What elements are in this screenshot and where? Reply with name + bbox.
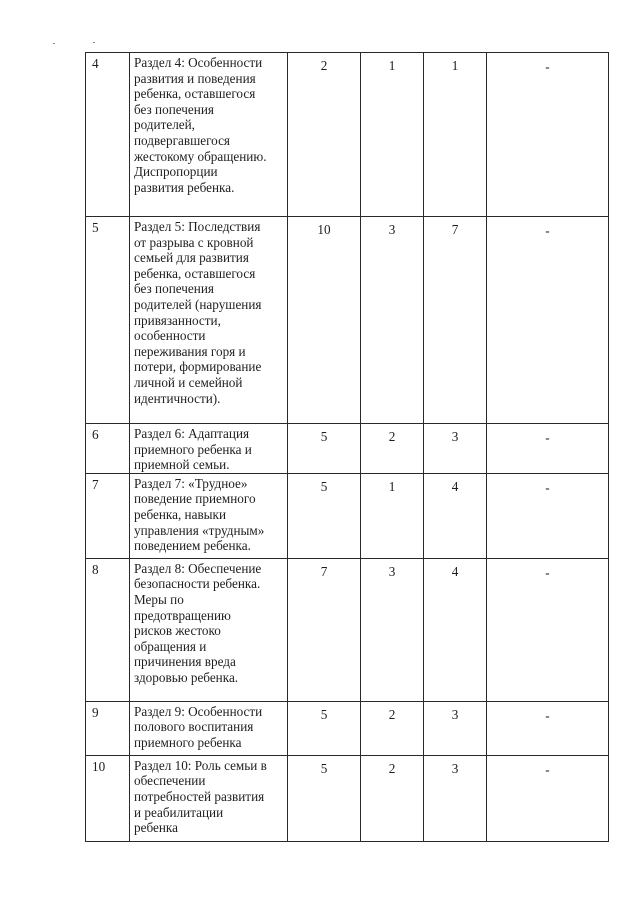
practice-hours: 4: [424, 558, 487, 701]
title-line: предотвращению: [134, 607, 231, 623]
row-number: 9: [86, 701, 130, 755]
other-hours: -: [487, 424, 609, 474]
title-line: Раздел 8: Обеспечение: [134, 560, 262, 576]
title-line: рисков жестоко: [134, 623, 221, 639]
row-number: 10: [86, 755, 130, 841]
row-number: 4: [86, 53, 130, 217]
title-line: привязанности,: [134, 312, 221, 328]
theory-hours: 2: [361, 701, 424, 755]
title-line: идентичности).: [134, 390, 221, 406]
total-hours: 5: [288, 424, 361, 474]
theory-hours: 1: [361, 53, 424, 217]
theory-hours: 3: [361, 558, 424, 701]
table-body: [86, 53, 609, 842]
curriculum-table: [85, 52, 609, 842]
other-hours: -: [487, 217, 609, 424]
title-line: и реабилитации: [134, 804, 224, 820]
row-number: 7: [86, 473, 130, 558]
section-title: [130, 473, 288, 558]
scan-artifact: [93, 42, 95, 43]
title-line: поведение приемного: [134, 491, 256, 507]
section-title: [130, 755, 288, 841]
title-line: Раздел 9: Особенности: [134, 703, 263, 719]
title-line: ребенка: [134, 820, 178, 836]
theory-hours: 2: [361, 424, 424, 474]
title-line: Меры по: [134, 591, 184, 607]
title-line: подвергавшегося: [134, 132, 230, 148]
title-line: потери, формирование: [134, 359, 262, 375]
title-line: жестокому обращению.: [134, 148, 267, 164]
title-line: обеспечении: [134, 773, 206, 789]
title-line: приемного ребенка и: [134, 441, 252, 457]
theory-hours: 1: [361, 473, 424, 558]
title-line: ребенка, навыки: [134, 506, 227, 522]
practice-hours: 4: [424, 473, 487, 558]
theory-hours: 2: [361, 755, 424, 841]
title-line: без попечения: [134, 101, 214, 117]
title-line: Раздел 5: Последствия: [134, 219, 261, 234]
table-row: [86, 701, 609, 755]
title-line: ребенка, оставшегося: [134, 86, 256, 102]
theory-hours: 3: [361, 217, 424, 424]
total-hours: 5: [288, 755, 361, 841]
practice-hours: 7: [424, 217, 487, 424]
title-line: здоровью ребенка.: [134, 669, 239, 685]
other-hours: -: [487, 558, 609, 701]
section-title: [130, 424, 288, 474]
title-line: личной и семейной: [134, 374, 243, 390]
title-line: причинения вреда: [134, 654, 236, 670]
section-title: [130, 217, 288, 424]
scan-artifact: [53, 43, 55, 44]
total-hours: 5: [288, 473, 361, 558]
section-title: [130, 701, 288, 755]
title-line: Раздел 4: Особенности: [134, 55, 263, 70]
title-line: полового воспитания: [134, 719, 254, 735]
practice-hours: 3: [424, 701, 487, 755]
table-row: [86, 53, 609, 217]
title-line: от разрыва с кровной: [134, 234, 254, 250]
title-line: безопасности ребенка.: [134, 576, 261, 592]
title-line: без попечения: [134, 281, 214, 297]
title-line: приемной семьи.: [134, 457, 230, 473]
title-line: обращения и: [134, 638, 207, 654]
practice-hours: 3: [424, 755, 487, 841]
title-line: особенности: [134, 328, 206, 344]
practice-hours: 1: [424, 53, 487, 217]
title-line: родителей,: [134, 117, 195, 133]
table-row: [86, 755, 609, 841]
title-line: развития ребенка.: [134, 179, 235, 195]
other-hours: -: [487, 53, 609, 217]
other-hours: -: [487, 473, 609, 558]
title-line: поведением ребенка.: [134, 538, 251, 554]
title-line: Раздел 7: «Трудное»: [134, 475, 248, 491]
section-title: [130, 558, 288, 701]
table-row: [86, 558, 609, 701]
total-hours: 2: [288, 53, 361, 217]
row-number: 8: [86, 558, 130, 701]
table-row: [86, 424, 609, 474]
title-line: приемного ребенка: [134, 734, 242, 750]
title-line: потребностей развития: [134, 788, 265, 804]
total-hours: 10: [288, 217, 361, 424]
title-line: управления «трудным»: [134, 522, 265, 538]
title-line: Раздел 6: Адаптация: [134, 426, 250, 441]
row-number: 6: [86, 424, 130, 474]
row-number: 5: [86, 217, 130, 424]
total-hours: 5: [288, 701, 361, 755]
title-line: ребенка, оставшегося: [134, 265, 256, 281]
table-row: [86, 217, 609, 424]
total-hours: 7: [288, 558, 361, 701]
practice-hours: 3: [424, 424, 487, 474]
title-line: переживания горя и: [134, 343, 246, 359]
table-row: [86, 473, 609, 558]
other-hours: -: [487, 701, 609, 755]
title-line: родителей (нарушения: [134, 296, 262, 312]
other-hours: -: [487, 755, 609, 841]
title-line: развития и поведения: [134, 70, 256, 86]
section-title: [130, 53, 288, 217]
title-line: Диспропорции: [134, 164, 218, 180]
title-line: Раздел 10: Роль семьи в: [134, 757, 267, 773]
title-line: семьей для развития: [134, 250, 249, 266]
